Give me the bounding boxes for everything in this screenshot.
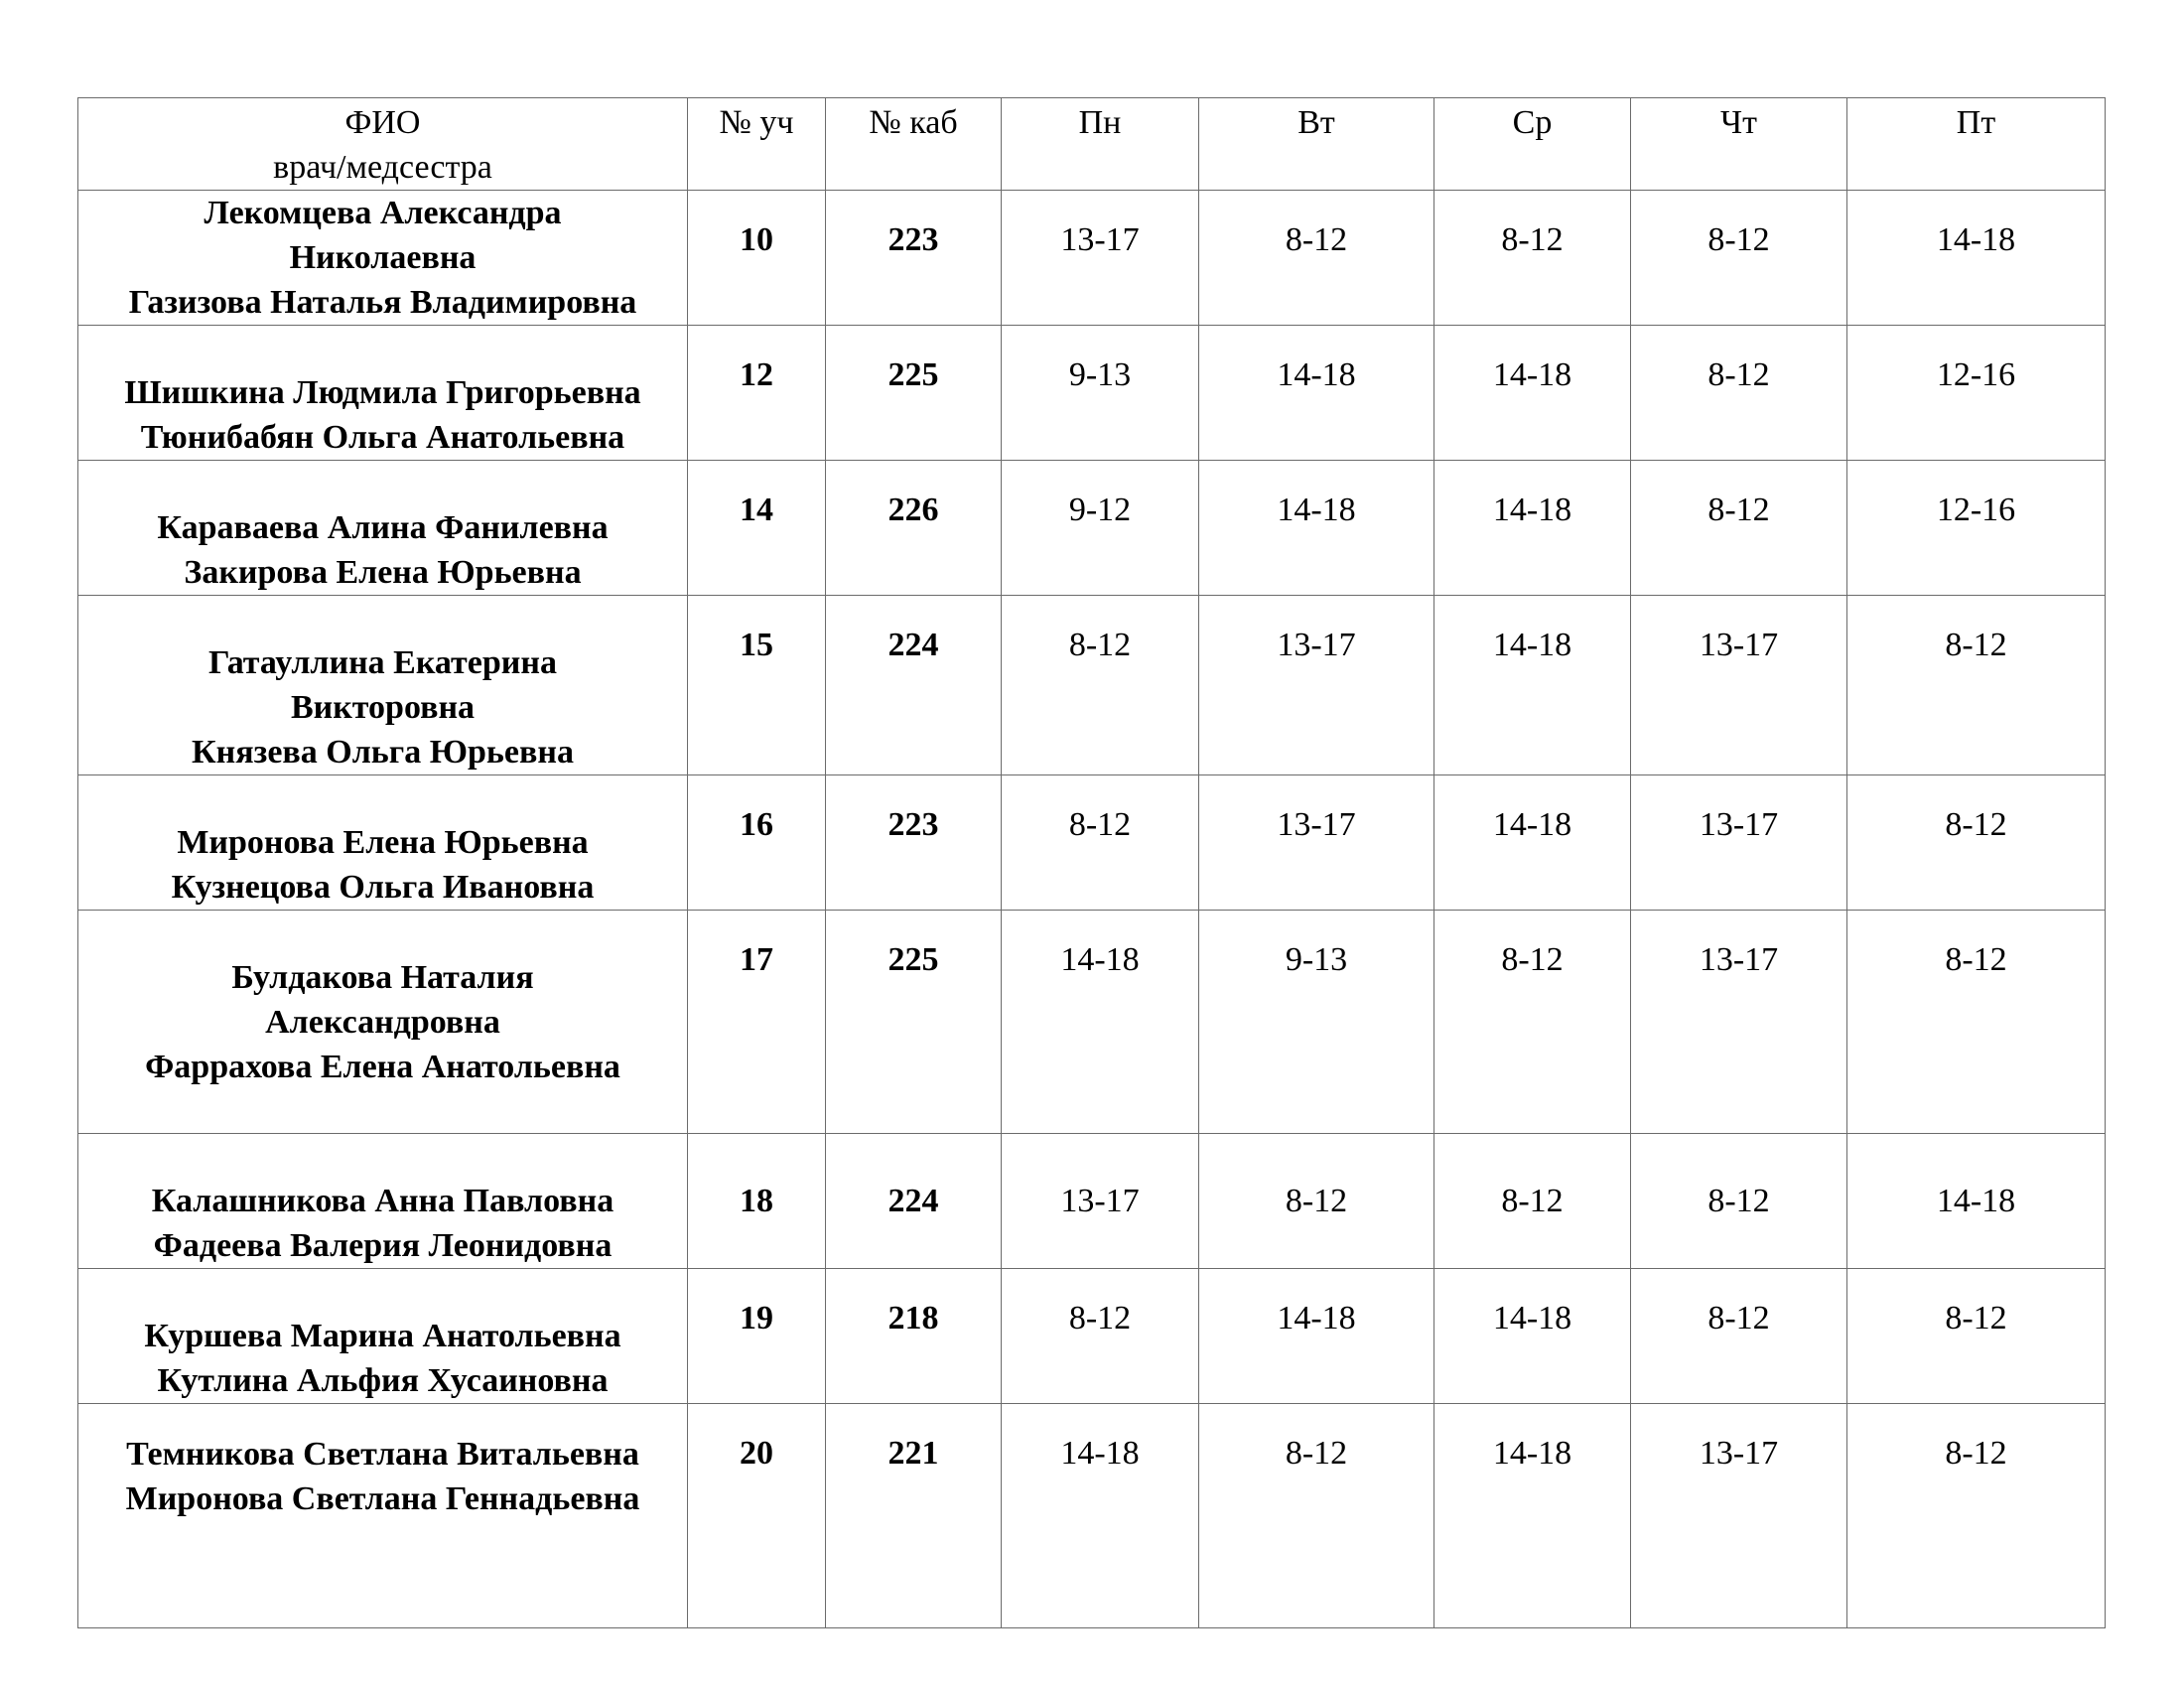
kab-cell: 225: [826, 326, 1002, 461]
staff-names-cell: [78, 461, 688, 596]
table-row: [78, 1134, 2106, 1269]
staff-name-line: Лекомцева Александра: [204, 195, 562, 231]
uch-cell: 16: [688, 775, 826, 911]
staff-names-cell: [78, 326, 688, 461]
hours-cell-mon: 8-12: [1002, 596, 1199, 775]
header-mon: Пн: [1002, 98, 1199, 191]
uch-cell: 20: [688, 1404, 826, 1628]
schedule-body: [78, 191, 2106, 1628]
hours-cell-fri: 14-18: [1847, 1134, 2106, 1269]
hours-cell-wed: 14-18: [1434, 1404, 1631, 1628]
kab-cell: 218: [826, 1269, 1002, 1404]
staff-name-line: Гатауллина Екатерина: [208, 644, 557, 681]
table-row: [78, 1269, 2106, 1404]
uch-cell: 12: [688, 326, 826, 461]
staff-names-cell: [78, 911, 688, 1134]
uch-cell: 19: [688, 1269, 826, 1404]
hours-cell-wed: 14-18: [1434, 775, 1631, 911]
hours-cell-thu: 13-17: [1631, 911, 1847, 1134]
hours-cell-wed: 8-12: [1434, 911, 1631, 1134]
kab-cell: 223: [826, 191, 1002, 326]
header-fio-subtitle: врач/медсестра: [273, 149, 492, 186]
hours-cell-mon: 8-12: [1002, 1269, 1199, 1404]
staff-names-cell: [78, 1269, 688, 1404]
kab-cell: 224: [826, 1134, 1002, 1269]
table-row: [78, 326, 2106, 461]
uch-cell: 10: [688, 191, 826, 326]
hours-cell-tue: 8-12: [1199, 1404, 1434, 1628]
hours-cell-fri: 8-12: [1847, 775, 2106, 911]
hours-cell-mon: 8-12: [1002, 775, 1199, 911]
hours-cell-thu: 8-12: [1631, 461, 1847, 596]
hours-cell-tue: 14-18: [1199, 326, 1434, 461]
staff-name-line: Кузнецова Ольга Ивановна: [171, 869, 595, 906]
kab-cell: 225: [826, 911, 1002, 1134]
staff-names-cell: [78, 1404, 688, 1628]
hours-cell-mon: 14-18: [1002, 1404, 1199, 1628]
kab-cell: 226: [826, 461, 1002, 596]
hours-cell-fri: 12-16: [1847, 326, 2106, 461]
hours-cell-mon: 13-17: [1002, 1134, 1199, 1269]
schedule-table: [77, 97, 2106, 1628]
table-row: [78, 911, 2106, 1134]
hours-cell-tue: 14-18: [1199, 461, 1434, 596]
staff-name-line: Князева Ольга Юрьевна: [192, 734, 574, 771]
staff-name-line: Куршева Марина Анатольевна: [144, 1318, 621, 1354]
header-wed: Ср: [1434, 98, 1631, 191]
header-fio-title: ФИО: [344, 104, 421, 141]
staff-name-line: Булдакова Наталия: [231, 959, 534, 996]
table-row: [78, 775, 2106, 911]
kab-cell: 221: [826, 1404, 1002, 1628]
header-fri: Пт: [1847, 98, 2106, 191]
hours-cell-thu: 8-12: [1631, 191, 1847, 326]
uch-cell: 17: [688, 911, 826, 1134]
hours-cell-fri: 8-12: [1847, 1404, 2106, 1628]
hours-cell-wed: 8-12: [1434, 191, 1631, 326]
hours-cell-wed: 14-18: [1434, 1269, 1631, 1404]
staff-name-line: Александровна: [265, 1004, 500, 1041]
header-fio: [78, 98, 688, 191]
staff-names-cell: [78, 1134, 688, 1269]
hours-cell-tue: 13-17: [1199, 596, 1434, 775]
staff-name-line: Калашникова Анна Павловна: [151, 1183, 614, 1219]
staff-names-cell: [78, 596, 688, 775]
hours-cell-tue: 13-17: [1199, 775, 1434, 911]
kab-cell: 224: [826, 596, 1002, 775]
hours-cell-fri: 8-12: [1847, 1269, 2106, 1404]
hours-cell-wed: 14-18: [1434, 596, 1631, 775]
header-tue: Вт: [1199, 98, 1434, 191]
staff-name-line: Темникова Светлана Витальевна: [126, 1436, 639, 1473]
hours-cell-fri: 8-12: [1847, 596, 2106, 775]
staff-name-line: Караваева Алина Фанилевна: [157, 509, 609, 546]
table-row: [78, 1404, 2106, 1628]
staff-name-line: Миронова Елена Юрьевна: [177, 824, 589, 861]
staff-name-line: Газизова Наталья Владимировна: [128, 284, 637, 321]
hours-cell-thu: 8-12: [1631, 1269, 1847, 1404]
hours-cell-thu: 13-17: [1631, 596, 1847, 775]
staff-name-line: Фадеева Валерия Леонидовна: [153, 1227, 613, 1264]
table-row: [78, 596, 2106, 775]
hours-cell-fri: 14-18: [1847, 191, 2106, 326]
hours-cell-fri: 8-12: [1847, 911, 2106, 1134]
staff-name-line: Кутлина Альфия Хусаиновна: [157, 1362, 609, 1399]
uch-cell: 15: [688, 596, 826, 775]
header-kab: № каб: [826, 98, 1002, 191]
staff-names-cell: [78, 775, 688, 911]
table-row: [78, 461, 2106, 596]
hours-cell-tue: 8-12: [1199, 191, 1434, 326]
uch-cell: 18: [688, 1134, 826, 1269]
header-row: [78, 98, 2106, 191]
hours-cell-wed: 14-18: [1434, 326, 1631, 461]
hours-cell-mon: 9-13: [1002, 326, 1199, 461]
staff-name-line: Викторовна: [290, 689, 476, 726]
staff-name-line: Закирова Елена Юрьевна: [184, 554, 582, 591]
hours-cell-tue: 14-18: [1199, 1269, 1434, 1404]
hours-cell-tue: 9-13: [1199, 911, 1434, 1134]
staff-name-line: Тюнибабян Ольга Анатольевна: [140, 419, 625, 456]
staff-name-line: Шишкина Людмила Григорьевна: [124, 374, 641, 411]
kab-cell: 223: [826, 775, 1002, 911]
staff-name-line: Николаевна: [289, 239, 477, 276]
header-thu: Чт: [1631, 98, 1847, 191]
hours-cell-tue: 8-12: [1199, 1134, 1434, 1269]
hours-cell-thu: 8-12: [1631, 1134, 1847, 1269]
hours-cell-mon: 9-12: [1002, 461, 1199, 596]
hours-cell-thu: 13-17: [1631, 1404, 1847, 1628]
hours-cell-wed: 8-12: [1434, 1134, 1631, 1269]
header-uch: № уч: [688, 98, 826, 191]
hours-cell-fri: 12-16: [1847, 461, 2106, 596]
table-row: [78, 191, 2106, 326]
uch-cell: 14: [688, 461, 826, 596]
hours-cell-thu: 8-12: [1631, 326, 1847, 461]
staff-name-line: Миронова Светлана Геннадьевна: [125, 1480, 640, 1517]
staff-name-line: Фаррахова Елена Анатольевна: [145, 1049, 620, 1085]
hours-cell-mon: 14-18: [1002, 911, 1199, 1134]
staff-names-cell: [78, 191, 688, 326]
hours-cell-thu: 13-17: [1631, 775, 1847, 911]
hours-cell-mon: 13-17: [1002, 191, 1199, 326]
hours-cell-wed: 14-18: [1434, 461, 1631, 596]
